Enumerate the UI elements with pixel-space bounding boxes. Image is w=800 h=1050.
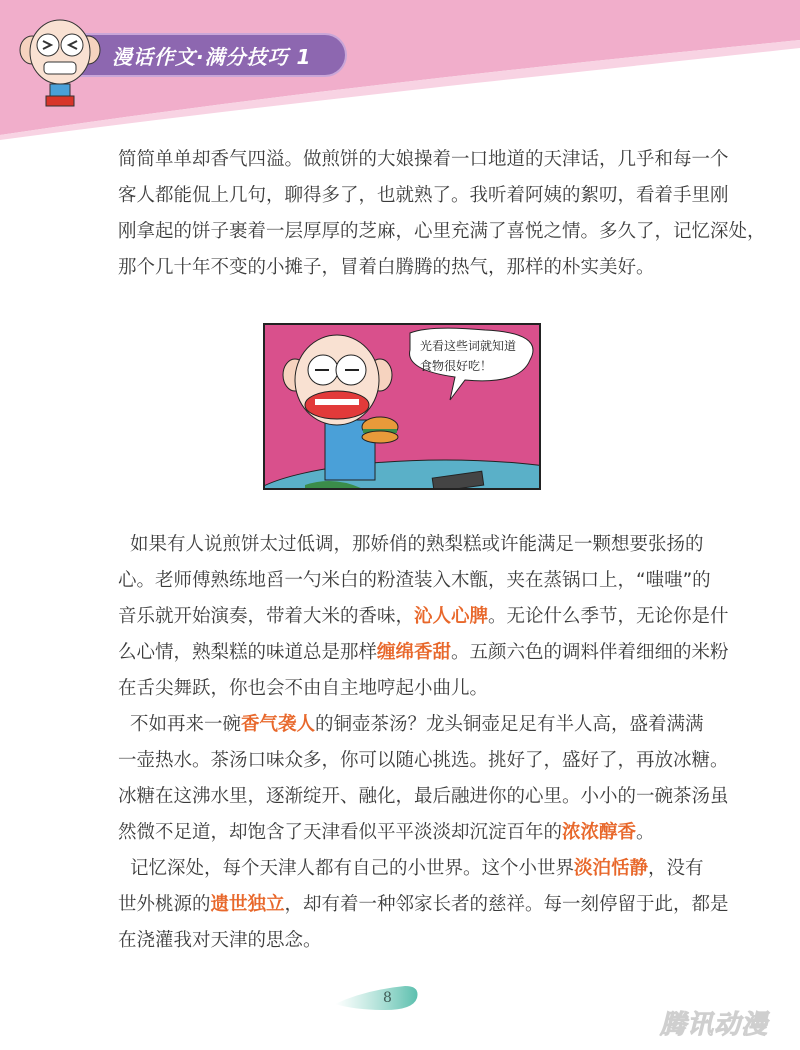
text-line xyxy=(118,605,729,629)
text-line xyxy=(118,220,766,244)
highlighted-phrase: 缠绵香甜 xyxy=(377,642,452,663)
text-segment: 世外桃源的 xyxy=(118,894,211,915)
highlighted-phrase: 沁人心脾 xyxy=(414,606,489,627)
text-line xyxy=(118,256,680,280)
text-segment: 刚拿起的饼子裹着一层厚厚的芝麻，心里充满了喜悦之情。多久了，记忆深处， xyxy=(118,221,766,242)
text-line xyxy=(118,929,680,953)
text-line xyxy=(130,533,704,557)
text-segment: 一壶热水。茶汤口味众多，你可以随心挑选。挑好了，盛好了，再放冰糖。 xyxy=(118,750,729,771)
text-segment: 。无论什么季节，无论你是什 xyxy=(488,606,729,627)
text-segment: 在舌尖舞跃，你也会不由自主地哼起小曲儿。 xyxy=(118,678,489,699)
text-segment: 如果有人说煎饼太过低调，那娇俏的熟梨糕或许能满足一颗想要张扬的 xyxy=(130,534,704,555)
speech-line: 食物很好吃！ xyxy=(420,359,493,373)
speech-line: 光看这些词就知道 xyxy=(420,339,517,353)
highlighted-phrase: 香气袭人 xyxy=(241,714,316,735)
highlighted-phrase: 浓浓醇香 xyxy=(562,822,637,843)
text-segment: ，没有 xyxy=(648,858,704,879)
text-line xyxy=(118,893,729,917)
text-line xyxy=(118,569,711,593)
speech-bubble-text xyxy=(420,336,516,376)
text-line xyxy=(130,857,704,881)
text-segment: 不如再来一碗 xyxy=(130,714,242,735)
text-line xyxy=(118,821,680,845)
watermark-logo: 腾讯动漫 xyxy=(660,1010,769,1040)
text-segment: 音乐就开始演奏，带着大米的香味， xyxy=(118,606,415,627)
text-segment: 心。老师傅熟练地舀一勺米白的粉渣装入木甑，夹在蒸锅口上，“嗤嗤”的 xyxy=(118,570,711,591)
highlighted-phrase: 淡泊恬静 xyxy=(574,858,649,879)
mascot-icon xyxy=(10,10,110,115)
text-segment: ，却有着一种邻家长者的慈祥。每一刻停留于此，都是 xyxy=(284,894,729,915)
text-line xyxy=(118,184,729,208)
highlighted-phrase: 遗世独立 xyxy=(210,894,285,915)
text-segment: 。 xyxy=(636,822,655,843)
chapter-title: 漫话作文·满分技巧 1 xyxy=(112,44,312,69)
page-number-brushstroke xyxy=(335,982,420,1014)
text-segment: 冰糖在这沸水里，逐渐绽开、融化，最后融进你的心里。小小的一碗茶汤虽 xyxy=(118,786,729,807)
text-segment: 么心情，熟梨糕的味道总是那样 xyxy=(118,642,378,663)
text-line xyxy=(130,713,704,737)
text-line xyxy=(118,785,729,809)
text-segment: 那个几十年不变的小摊子，冒着白腾腾的热气，那样的朴实美好。 xyxy=(118,257,655,278)
text-segment: 的铜壶茶汤？龙头铜壶足足有半人高，盛着满满 xyxy=(315,714,704,735)
chapter-title-bar xyxy=(70,35,345,75)
text-segment: 记忆深处，每个天津人都有自己的小世界。这个小世界 xyxy=(130,858,575,879)
text-segment: 客人都能侃上几句，聊得多了，也就熟了。我听着阿姨的絮叨，看着手里刚 xyxy=(118,185,729,206)
text-line xyxy=(118,148,729,172)
text-line xyxy=(118,749,729,773)
text-segment: 然微不足道，却饱含了天津看似平平淡淡却沉淀百年的 xyxy=(118,822,563,843)
page-number: 8 xyxy=(383,990,392,1006)
text-segment: 简简单单却香气四溢。做煎饼的大娘操着一口地道的天津话，几乎和每一个 xyxy=(118,149,729,170)
text-segment: 在浇灌我对天津的思念。 xyxy=(118,930,322,951)
text-line xyxy=(118,641,729,665)
page-header xyxy=(0,0,800,140)
text-segment: 。五颜六色的调料伴着细细的米粉 xyxy=(451,642,729,663)
text-line xyxy=(118,677,680,701)
